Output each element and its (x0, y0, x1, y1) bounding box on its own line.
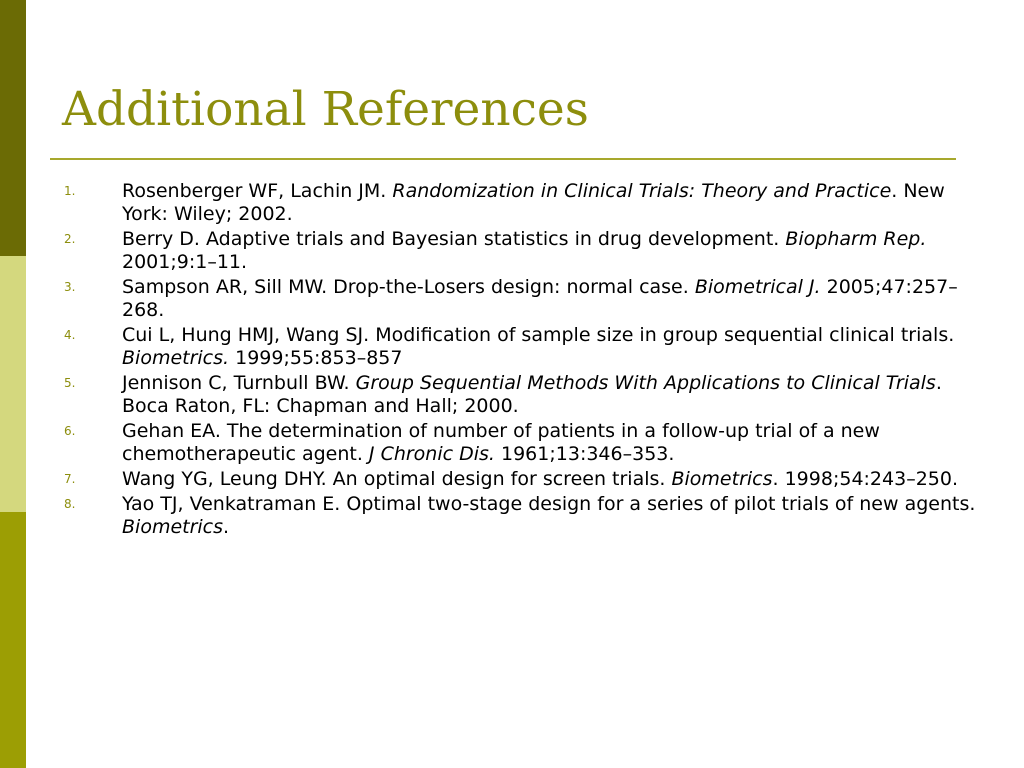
reference-source-italic: Randomization in Clinical Trials: Theory and Practice (392, 180, 892, 202)
reference-details: . 1998;54:243–250. (772, 468, 958, 490)
reference-details: . (223, 516, 230, 538)
reference-details: 1961;13:346–353. (494, 443, 675, 465)
reference-source-italic: Biometrics (122, 516, 224, 538)
reference-text: Sampson AR, Sill MW. Drop-the-Losers design: normal case. (122, 276, 695, 298)
reference-number: 6. (64, 424, 76, 438)
reference-details: 2001;9:1–11. (122, 251, 248, 273)
reference-details: . New York: Wiley; 2002. (122, 180, 945, 225)
reference-source-italic: Biometrical J. (694, 276, 821, 298)
sidebar-band-top (0, 0, 26, 256)
title-divider (50, 158, 956, 160)
reference-source-italic: J Chronic Dis. (368, 443, 495, 465)
reference-text: Gehan EA. The determination of number of patients in a follow-up trial of a new chemotherapeutic agent. (122, 420, 880, 465)
reference-source-italic: Group Sequential Methods With Applications to Clinical Trials (355, 372, 936, 394)
reference-number: 8. (64, 497, 76, 511)
sidebar-band-middle (0, 256, 26, 512)
reference-item (56, 228, 976, 274)
reference-details: 2005;47:257–268. (122, 276, 958, 321)
reference-item (56, 420, 976, 466)
sidebar-band-bottom (0, 512, 26, 768)
reference-number: 7. (64, 472, 76, 486)
reference-item (56, 468, 976, 491)
reference-item (56, 324, 976, 370)
reference-details: . Boca Raton, FL: Chapman and Hall; 2000. (122, 372, 942, 417)
reference-text: Wang YG, Leung DHY. An optimal design for screen trials. (122, 468, 672, 490)
reference-item (56, 180, 976, 226)
reference-source-italic: Biometrics (671, 468, 773, 490)
reference-item (56, 493, 976, 539)
reference-number: 4. (64, 328, 76, 342)
reference-text: Jennison C, Turnbull BW. (122, 372, 356, 394)
slide-title: Additional References (62, 82, 589, 137)
reference-source-italic: Biopharm Rep. (785, 228, 927, 250)
reference-text: Berry D. Adaptive trials and Bayesian statistics in drug development. (122, 228, 786, 250)
reference-list (56, 180, 976, 541)
reference-item (56, 372, 976, 418)
reference-number: 1. (64, 184, 76, 198)
reference-details: 1999;55:853–857 (229, 347, 403, 369)
reference-text: Cui L, Hung HMJ, Wang SJ. Modification of sample size in group sequential clinical trials. (122, 324, 955, 346)
reference-source-italic: Biometrics. (122, 347, 230, 369)
reference-item (56, 276, 976, 322)
reference-number: 3. (64, 280, 76, 294)
reference-text: Yao TJ, Venkatraman E. Optimal two-stage design for a series of pilot trials of new agents. (122, 493, 976, 515)
reference-number: 5. (64, 376, 76, 390)
reference-number: 2. (64, 232, 76, 246)
reference-text: Rosenberger WF, Lachin JM. (122, 180, 393, 202)
